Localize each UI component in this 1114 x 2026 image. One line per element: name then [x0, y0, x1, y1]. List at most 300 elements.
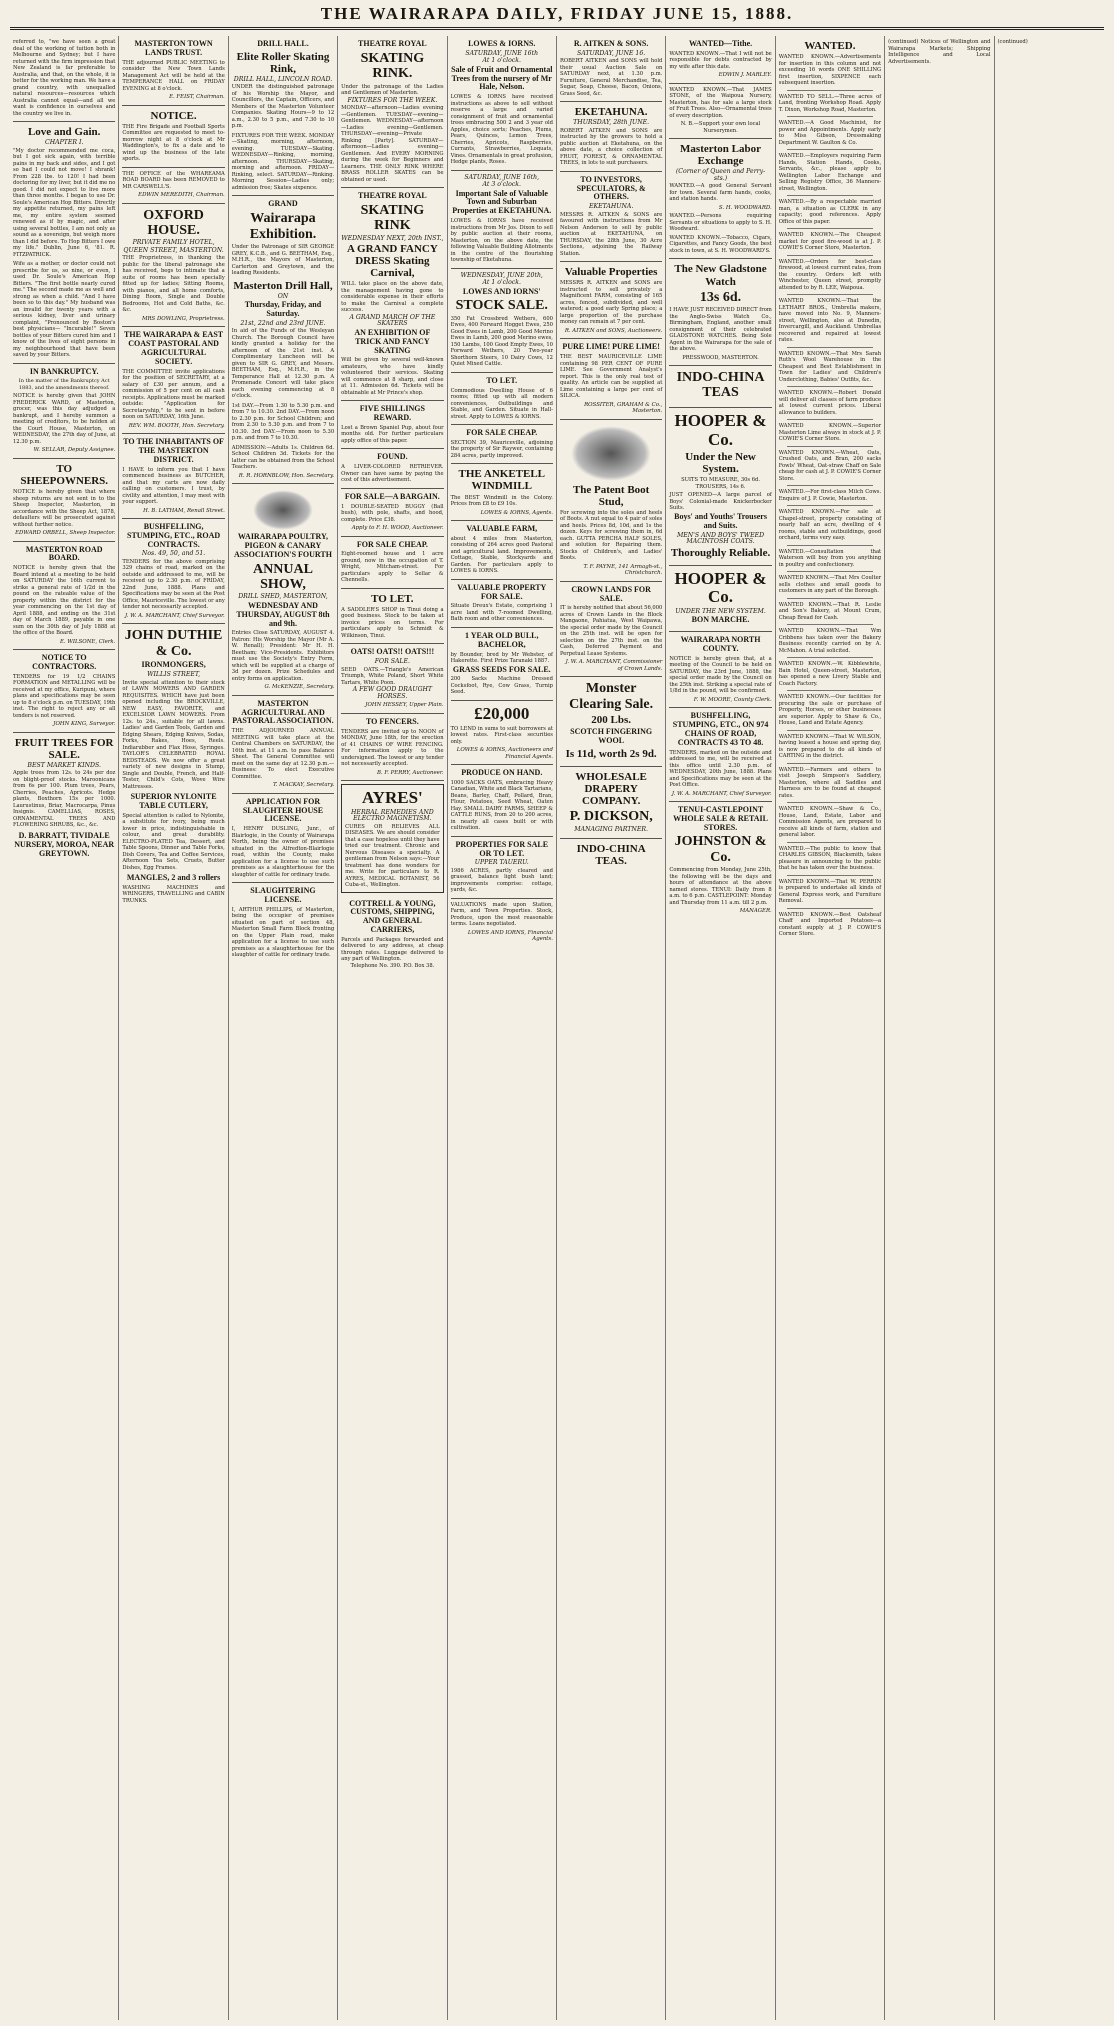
wanted-ad: WANTED KNOWN.—That W. WILSON, having leased a house and spring day, is now prepared to do all kinds of CARTING in the district. — [778, 733, 882, 760]
ad-heading: £20,000 — [474, 703, 530, 723]
notice-fire-brigade — [122, 106, 224, 168]
divider — [787, 90, 873, 91]
ad-subheading: UNDER THE NEW SYSTEM. — [675, 607, 766, 615]
divider — [787, 149, 873, 150]
ad-text: 1 DOUBLE-SEATED BUGGY (Ball bush), with pole, shafts, and hood, complete. Price £38. — [341, 503, 444, 523]
ad-subheading: PRIVATE FAMILY HOTEL, — [132, 239, 215, 247]
ad-heading: WANTED—Tithe. — [688, 39, 753, 48]
notice-heading: SLAUGHTERING LICENSE. — [250, 886, 316, 904]
notice-text: THE OFFICE of the WHAREAMA ROAD BOARD has been REMOVED to MR CARSWELL'S. — [122, 170, 225, 190]
ad-signature: S. H. WOODWARD. — [718, 204, 772, 211]
ad-dates: 21st, 22nd and 23rd JUNE. — [240, 319, 326, 327]
ad-text: A SADDLER'S SHOP in Tinui doing a good business. Stock to be taken at invoice prices on terms. For particulars apply to Schmidt & Wilkinson, Tinui. — [341, 606, 444, 639]
article-heading: Love and Gain. — [27, 126, 101, 138]
ad-heading: AYRES' — [361, 788, 423, 807]
ad-text: Under the Patronage of SIR GEORGE GREY, K.C.B., and G. BEETHAM, Esq., M.H.R., the Mayors of Masterton, Carterton and Greytown, and the leading Residents. — [231, 244, 335, 277]
divider — [787, 842, 873, 843]
notice-text: I, ARTHUR PHILLIPS, of Masterton, being the occupier of premises situated on part of section 48, Masterton Small Farm Block fronting on the Upper Plain road, make application for a license to use such premises as a slaughterhouse for the slaughter of cattle for ordinary trade. — [231, 906, 335, 959]
notice-text: THE ADJOURNED ANNUAL MEETING will take place at the Central Chambers on SATURDAY, the 16th inst. at 11 a.m. to pass Balance Sheet. The General Committee will meet on the same day at 12.30 p.m.—Business: To elect Executive Committee. — [231, 728, 335, 780]
notice-heading: FIVE SHILLINGS REWARD. — [359, 404, 425, 423]
notice-heading: APPLICATION FOR SLAUGHTER HOUSE LICENSE. — [242, 796, 324, 824]
ad-subheading: FOR SALE. — [374, 658, 411, 666]
ad-cottrell-young — [341, 896, 443, 974]
divider — [787, 446, 873, 447]
ad-manager-title: MANAGING PARTNER. — [574, 825, 648, 833]
notice-signature: H. B. LATHAM, Renall Street. — [143, 507, 225, 514]
ad-labor-exchange — [669, 139, 771, 259]
ad-signature: LOWES AND IORNS, Financial Agents. — [467, 929, 553, 943]
ad-text: SECTION 39, Mauriceville, adjoining the property of Sir Raywer, containing 284 acres, partly improved. — [450, 439, 553, 459]
ad-text: about 4 miles from Masterton, consisting of 264 acres good Pastoral and agricultural land. Improvements, Cottage, Stable, Stockyards and Garden. For particulars apply to LOWES & IORNS. — [450, 535, 553, 575]
notice-slaughtering-license — [232, 883, 334, 963]
ad-heading: FOR SALE CHEAP. — [466, 428, 538, 438]
ad-subheading-2: WILLIS STREET, — [147, 671, 201, 679]
ad-text-2: Will be given by several well-known amateurs, who have kindly volunteered their services. Skating will commence at 8 sharp, and close at 11. Admission 6d. Tickets will be obtainable at Mr Prince's shop. — [341, 357, 444, 396]
ad-subheading-4: MANGLES, 2 and 3 rollers — [126, 873, 221, 883]
ad-text-3: WANTED KNOWN.—Tobacco, Cigars, Cigarettes, and Fancy Goods, the best stock in town, at S. H. WOODWARD'S. — [669, 234, 772, 254]
divider — [787, 763, 873, 764]
ad-text: VALUATIONS made upon Station, Farm, and Town Properties. Stock, Produce, upon the most reasonable terms. Loans negotiated. — [450, 901, 553, 928]
divider — [787, 598, 873, 599]
ad-signature: R. R. HORNBLOW, Hon. Secretary. — [238, 472, 335, 479]
ad-johnston — [669, 802, 771, 919]
ad-heading: FRUIT TREES FOR SALE. — [14, 736, 114, 761]
notice-heading: TO THE INHABITANTS OF THE MASTERTON DISTRICT. — [123, 437, 224, 464]
ad-text: WANTED KNOWN.—That JAMES STONE, of the Waipoua Nursery, Masterton, has for sale a large stock of Fruit Trees. Also—Ornamental trees of every description. — [669, 86, 772, 119]
article-1 — [13, 36, 115, 122]
column-5 — [448, 36, 557, 2020]
ad-date: WEDNESDAY NEXT, 20th INST., — [341, 234, 444, 242]
ad-house-sale — [341, 537, 443, 589]
ad-subheading: JOHNSTON & Co. — [674, 834, 767, 865]
ad-heading: DRILL HALL. — [257, 39, 309, 48]
ad-heading: Valuable Properties — [564, 266, 658, 279]
divider — [787, 545, 873, 546]
ad-subheading: GRASS SEEDS FOR SALE. — [452, 664, 551, 674]
ad-subheading: SKATING RINK. — [360, 50, 425, 82]
divider — [787, 419, 873, 420]
ad-subheading: IRONMONGERS, — [141, 660, 206, 670]
ad-subheading-3: MEN'S AND BOYS' TWEED MACINTOSH COATS. — [676, 531, 765, 545]
ad-signature: LOWES & IORNS, Agents. — [480, 509, 553, 516]
ad-heading: GRAND — [268, 199, 298, 209]
ad-properties — [451, 837, 553, 899]
notice-text: THE Fire Brigade and Football Sports Committee are requested to meet to-morrow night at 8 o'clock at Mr Waddington's, to fix a date and to wind up the business of the late sports. — [122, 123, 225, 163]
ad-loans — [451, 701, 553, 765]
ad-heading: The Patent Boot Stud, — [572, 483, 650, 508]
ad-heading: LOWES & IORNS. — [468, 39, 536, 48]
wanted-ad: WANTED KNOWN.—Advertisements for insertion in this column and not exceeding 16 words ONE SHILLING first insertion, SIXPENCE each subsequent insertion. — [778, 54, 882, 87]
notice-body: NOTICE is hereby given that JOHN FREDERICK WARD, of Masterton, grocer, was this day adjudged a bankrupt, and I hereby summon a meeting of creditors, to be holden at the Court House, Masterton, on WEDNESDAY, the 27th day of June, at 12.30 p.m. — [13, 393, 116, 445]
notice-sheepowners — [13, 459, 115, 542]
newspaper-columns — [10, 36, 1104, 2020]
divider — [787, 505, 873, 506]
ad-oxford-house — [122, 204, 224, 328]
notice-signature: T. MACKAY, Secretary. — [272, 782, 335, 789]
ad-text: MESSRS R. AITKEN and SONS are instructed to sell privately a Magnificent FARM, consisting of 165 acres, fenced, subdivided, and well watered; a good early Spring place; a large proportion of the purchase money can remain at 7 per cent. — [559, 280, 663, 326]
notice-contractors — [13, 650, 115, 733]
ad-date: SATURDAY, JUNE 16th — [465, 49, 539, 57]
ad-heading: WAIRARAPA POULTRY, PIGEON & CANARY ASSOCIATION'S FOURTH — [233, 532, 332, 559]
ad-pure-lime — [560, 339, 662, 419]
ad-subheading: Sale of Fruit and Ornamental Trees from the nursery of Mr Hale, Nelson. — [451, 64, 553, 92]
notice-bankruptcy — [13, 364, 115, 459]
wanted-ad: WANTED KNOWN.—That R. Leslie and Son's Bakery, at Mount Crum, Cheap Bread for Cash. — [778, 601, 882, 621]
ad-heading: PROPERTIES FOR SALE OR TO LET. — [455, 839, 549, 858]
wanted-ad: WANTED KNOWN.—That the LETHART BROS., Umbrella makers, have moved into No. 9, Manners-street, Wellington, also at Dunedin, Invercargill, and Auckland. Umbrellas recovered and repaired at lowest rates. — [778, 298, 882, 344]
ad-signature: JOHN HESSEY, Upper Plain. — [365, 702, 444, 709]
article-text: referred to, "we have seen a great deal of the working of tuition both in Melbourne and Sydney; but I have returned with the firm impression that New Zealand is far preferable to Australia, and that, on the whole, it is better for the working man. We have a grand country, with unequalled natural resources—resources which Australia cannot equal—and all we want is confidence in ourselves and the country we live in. — [13, 39, 116, 117]
column-2 — [119, 36, 228, 2020]
continuation-text — [998, 36, 1101, 50]
ad-note: N. B.—Support your own local Nurserymen. — [680, 121, 761, 134]
wanted-ad: WANTED KNOWN.—Shaw & Co., House, Land, Estate, Labor and Commission Agents, are prepared to receive all kinds of farm, station and general labor. — [778, 806, 882, 839]
ad-date: WEDNESDAY, JUNE 20th, — [460, 271, 543, 279]
ad-text: WANTED KNOWN.—That I will not be responsible for debts contracted by my wife after this date. — [669, 50, 772, 70]
ad-signature: G. McKENZIE, Secretary. — [264, 684, 335, 691]
ad-buggy — [341, 489, 443, 537]
ad-march: A GRAND MARCH OF THE SKATERS — [349, 313, 436, 328]
notice-text: TENDERS for 19 1/2 CHAINS FORMATION and METALLING will be received at my office, Kuripuni, where plans and specifications may be seen up to 8 o'clock p.m. on TUESDAY, 19th inst. The right to reject any or all tenders is not reserved. — [13, 673, 116, 719]
notice-signature: EDWARD ORBELL, Sheep Inspector. — [15, 530, 116, 537]
column-7 — [666, 36, 775, 2020]
ad-clearing-sale — [560, 677, 662, 767]
ad-valuable-property — [451, 580, 553, 628]
notice-heading: THE WAIRARAPA & EAST COAST PASTORAL AND AGRICULTURAL SOCIETY. — [124, 330, 224, 366]
ad-text: ROBERT AITKEN and SONS will hold their usual Auction Sale on SATURDAY next, at 1.30 p.m. Furniture, General Merchandise, Tea, Sugar, Soap, Cheese, Bacon, Onions, Grass Seed, &c. — [559, 58, 663, 97]
notice-signature: J. W. A. MARCHANT, Commissioner of Crown Lands. — [565, 659, 663, 672]
notice-heading: WAIRARAPA NORTH COUNTY. — [680, 635, 761, 654]
notice-text: NOTICE is hereby given that, at a meeting of the Council to be held on SATURDAY, the 23rd June, 1888, the special order made by the Council on the 25th inst. Striking a special rate of 1/8d in the pound, will be confirmed. — [669, 655, 772, 695]
ad-poultry-show — [232, 484, 334, 696]
ad-section-sale — [451, 425, 553, 464]
ad-subheading-3: SUPERIOR NYLONITE TABLE CUTLERY, — [130, 792, 217, 810]
divider — [787, 802, 873, 803]
notice-road-board — [13, 542, 115, 651]
notice-text: NOTICE is hereby given that where sheep returns are not sent in to the Sheep Inspector, Masterton, in accordance with the Sheep Act, 1878, defaulters will be prosecuted against without further notice. — [13, 489, 116, 528]
ad-exhibition: AN EXHIBITION OF TRICK AND FANCY SKATING — [354, 327, 431, 355]
ad-text: LOWES & IORNS have received instructions from Mr Jos. Dixon to sell by public auction at their rooms, Masterton, on the above date, the following Valuable Building Allotments in the centre of the flourishing township of Eketahuna. — [450, 218, 553, 264]
notice-text: I HAVE to inform you that I have commenced business as BUTCHER, and that my carts are now daily calling on customers. I trust, by civility and attention, I may meet with your support. — [122, 466, 225, 506]
ad-nursery — [669, 84, 771, 140]
ad-text: THE Proprietress, in thanking the public for the liberal patronage she has received, begs to intimate that a suite of rooms has been specially fitted up for ladies; Sitting Rooms, with pianos, and all home comforts, Dining Room, Single and Double Bedrooms, Hot and Cold Baths, &c. &c. — [122, 255, 225, 314]
article-text-2: Wife as a mother, or doctor could not prescribe for us, so nine, or even, I used Dr. Soule's American Hop Bitters. "The first bottle nearly cured me." The second made me as well and strong as when a child. "And I have been so to this day." My husband was an invalid for twenty years with a serious kidney, liver and urinary complaint, "Pronounced by Boston's best physicians— "Incurable!" Seven bottles of your Bitters cured him and I know of the lives of eight persons in my neighbourhood that have been saved by your Bitters. — [13, 261, 116, 359]
wanted-ad: WANTED.—A Good Machinist, for power and Appointments. Apply early to Miss Gibson, Dressmaking Department W. Gaulton & Co. — [778, 120, 882, 146]
ad-heading: COTTRELL & YOUNG, CUSTOMS, SHIPPING, AND GENERAL CARRIERS, — [349, 898, 436, 935]
section-heading: WANTED. — [804, 40, 856, 52]
ad-theatre-rink — [341, 36, 443, 188]
ad-time: At 3 o'clock. — [482, 181, 521, 189]
ad-heading: WHOLESALE DRAPERY COMPANY. — [575, 771, 647, 808]
ad-text: TO LEND in sums to suit borrowers at lowest rates. First-class securities only. — [450, 725, 553, 745]
ad-produce — [451, 765, 553, 837]
notice-county — [669, 632, 771, 708]
ad-indo-china-teas-banner — [669, 366, 771, 408]
notice-found — [341, 449, 443, 488]
ad-investors — [560, 172, 662, 262]
notice-text: TENDERS, marked on the outside and addressed to me, will be received at this office until 2.30 p.m. of WEDNESDAY, 20th June, 1888. Plans and Specifications may be seen at the Post Office. — [669, 749, 772, 789]
column-8 — [776, 36, 885, 2020]
ad-subheading-4: Thoroughly Reliable. — [670, 546, 771, 559]
notice-butcher — [122, 434, 224, 519]
ad-date: SATURDAY, JUNE 16. — [577, 49, 646, 57]
ad-text: 350 Fat Crossbred Wethers, 600 Ewes, 400 Forward Hogget Ewes, 250 Good Ewes in Lamb, 200 Good Merino Ewes in Lamb, 200 good Merino ewes, 150 Lambs, 100 Good Empty Ewes, 10 Forward Wethers, 20 Two-year Shorthorn Steers, 10 Dairy Cows, 12 Quiet Mixed Cattle. — [450, 315, 553, 368]
ad-hooper-2 — [669, 566, 771, 633]
divider — [787, 294, 873, 295]
wanted-ad: WANTED KNOWN.—Best Oatsheaf Chaff and Imported Potatoes—a constant supply at J. P. COWIE'S Corner Store. — [778, 911, 882, 938]
notice-text: I, HENRY DUSLING, Junr., of Blairlogie, in the County of Wairarapa North, being the owner of premises situated in the Alfredton-Blairlogie road, within the County, make application for a license to use such premises as a slaughterhouse for the slaughter of cattle for ordinary trade. — [231, 826, 335, 878]
ad-subheading-2: BON MARCHE. — [691, 615, 750, 625]
ad-saddler — [341, 589, 443, 645]
notice-heading: MASTERTON ROAD BOARD. — [25, 544, 103, 563]
ad-signature: PRESSWOOD, MASTERTON. — [682, 354, 759, 361]
ad-text: by Bounder, bred by Mr Webster, of Hakerette. First Prize Taranaki 1887. — [450, 651, 553, 665]
divider — [787, 386, 873, 387]
wanted-ad: WANTED KNOWN.—Superior Masterton Lime always in stock at J. P. COWIE'S Corner Store. — [778, 423, 882, 443]
ad-text: JUST OPENED—A large parcel of Boys' Colonial-made Knickerbocker Suits. — [669, 492, 772, 512]
wanted-ad: WANTED.—Employers requiring Farm Hands, Station Hands, Cooks, Servants, &c., please apply to Wellington Labor Exchange and Selling Registry Office, 36 Manners-street, Wellington. — [778, 153, 882, 192]
ad-signature: Telephone No. 390. P.O. Box 38. — [350, 962, 435, 969]
ad-text: 1986 ACRES, partly cleared and grassed, balance light bush land; improvements comprise: cottage, yards, &c. — [450, 867, 553, 894]
wanted-ad: WANTED.—Farmers and others to visit Joseph Simpson's Saddlery, Masterton, where all Saddles and Harness are to be found at cheapest rates. — [778, 766, 882, 799]
ad-subheading: UPPER TAUERU. — [474, 859, 529, 867]
ad-text: UNDER the distinguished patronage of his Worship the Mayor, and Councillors, the Captain, Officers, and Members of the Masterton Volunteer Companies. Skating Hours—9 to 12 a.m., 2.30 to 5 p.m., and 7.30 to 10 p.m. — [231, 84, 335, 130]
notice-heading: IN BANKRUPTCY. — [29, 366, 99, 376]
wanted-ad: WANTED KNOWN.—That Mrs Coulter sells clothes and small goods to customers in any part of the Borough. — [778, 575, 882, 595]
notice-text: Lost a Brown Spaniel Pup, about four months old. For further particulars apply office of this paper. — [341, 424, 444, 444]
ad-date: SATURDAY, JUNE 16th, — [464, 173, 540, 181]
boot-stud-illustration — [571, 426, 651, 481]
notice-text: THE adjourned PUBLIC MEETING to consider the New Town Lands Management Act will be held at the TEMPERANCE HALL on FRIDAY EVENING at 8 o'clock. — [122, 59, 225, 92]
article-text: "My doctor recommended me coca, but I got sick again, with terrible pains in my back and sides, and I got so bad I could not move! I shrank! From 228 lbs. to 120! I had been doctoring for my liver, but it did me no good. I did not expect to live more than three months. I began to use Dr. Soule's American Hop Bitters. Directly my appetite returned, my pains left me, my entire system seemed renewed as if by magic, and after using several bottles, I am not only as sound as a sovereign, but weigh more than I did before. To Hop Bitters I owe my life." Dublin, June 6, '81. R. FITZPATRICK. — [13, 147, 116, 258]
ad-subheading: BEST MARKET KINDS. — [27, 761, 101, 769]
notice-text: THE COMMITTEE invite applications for the position of SECRETARY, at a salary of £30 per annum, and a commission of 5 per cent on all cash receipts. Applications must be marked outside: "Application for Secretaryship," to be sent in before noon on SATURDAY, 16th June. — [122, 368, 225, 421]
notice-heading: TO FENCERS. — [365, 716, 419, 726]
ad-heading: VALUABLE PROPERTY FOR SALE. — [457, 582, 547, 601]
notice-heading: BUSHFELLING, STUMPING, ETC., ROAD CONTRACTS. — [127, 522, 221, 549]
ad-oats — [341, 644, 443, 713]
ad-subheading: Important Sale of Valuable Town and Suburban Properties at EKETAHUNA. — [452, 188, 552, 216]
ad-subheading: Under the New System. — [685, 451, 756, 476]
ad-subheading-3: WEDNESDAY AND THURSDAY, AUGUST 8th and 9th. — [236, 600, 330, 628]
column-3 — [229, 36, 338, 2020]
ad-price: 13s 6d. — [699, 289, 742, 305]
ad-signature: D. BARRATT, TIVIDALE NURSERY, MOROA, NEAR GREYTOWN. — [14, 830, 115, 858]
ad-text: Apple trees from 12s. to 24s per doz on blight-proof stocks. Maroonicans from 6s per 100. Plum trees, Pears, Cherries, Peaches, Apricots. Hedge plants, Boxthorn 15s per 1000. Laurustinus, Briar, Macrocarpa, Pinus Insignis. CAMELLIAS, ROSES, ORNAMENTAL TREES AND FLOWERING SHRUBS, &c., &c. — [13, 770, 116, 829]
notice-signature: E. FEIST, Chairman. — [169, 94, 225, 101]
masthead — [0, 0, 1114, 30]
ad-text: The BEST Windmill in the Colony. Prices from £8 to £9 10s. — [450, 494, 553, 508]
ad-subheading-2: DRILL SHED, MASTERTON, — [238, 593, 328, 601]
ad-text: For screwing into the soles and heels of Boots. A nut equal to 4 pair of soles and heels. Prices 8d, 10d, and 1s the dozen. Keys for screwing them in, 6d each. GUTTA PERCHA HALF SOLES, and solution for Repairing them. Stocks of Children's, and Ladies' Boots. — [559, 509, 663, 562]
divider — [787, 908, 873, 909]
divider — [787, 116, 873, 117]
ad-text: THE BEST MAURICEVILLE LIME containing 98 PER CENT OF PURE LIME. See Government Analyst's report. This is the only real test of quality. An article can be supplied at Lime containing a large per cent of SILICA. — [559, 354, 663, 400]
ad-event: A GRAND FANCY DRESS Skating Carnival, — [346, 243, 438, 280]
notice-text: NOTICE is hereby given that the Board intend at a meeting to be held on SATURDAY the 16th current to strike a general rate of 1/2d in the pound on the rateable value of the property within the district for the year commencing on the 1st day of April 1888, and ending on the 31st day of March 1889, payable in one sum on the 30th day of July 1888 at the office of the Board. — [13, 565, 116, 637]
ad-text: Eight-roomed house and 1 acre ground, now in the occupation of T. Wright, Mitcham-street. For particulars apply to Sellar & Chennells. — [341, 551, 444, 584]
ad-heading: FOR SALE CHEAP. — [356, 539, 428, 549]
ad-gladstone-watch — [669, 259, 771, 366]
notice-signature: W. SELLAR, Deputy Assignee. — [33, 447, 116, 454]
ad-heading: TO INVESTORS, SPECULATORS, & OTHERS. — [576, 174, 646, 202]
wanted-ad: WANTED KNOWN.—Robert Donald will deliver all classes of farm produce at lowest current prices. Liberal allowance to builders. — [778, 390, 882, 416]
ad-drill-hall — [232, 36, 334, 196]
wanted-section — [779, 36, 881, 942]
ad-text: ROBERT AITKEN and SONS are instructed by the growers to hold a public auction at Eketahuna, on the above date, a choice collection of FRUIT, FOREST, & ORNAMENTAL TREES, in lots to suit purchasers. — [559, 127, 663, 167]
ad-text: Parcels and Packages forwarded and delivered to any address, at cheap through rates. Luggage delivered to any part of Wellington. — [341, 936, 444, 963]
wanted-ad: WANTED KNOWN.—Our facilities for procuring the sale or purchase of Property, Horses, or other businesses are superior. Apply to Shaw & Co., House, Land and Estate Agency. — [778, 694, 882, 727]
ad-date: THURSDAY, 28th JUNE. — [573, 119, 650, 127]
ad-heading: THEATRE ROYAL — [358, 191, 427, 201]
wanted-ad: WANTED.—The public to know that CHARLES GIBSON, Blacksmith, takes pleasure in announcing to the public that he has taken over the business. — [778, 845, 882, 872]
ad-signature: T. F. PAYNE, 141 Armagh-st., Christchurch. — [583, 563, 663, 577]
ad-wanted-tithe — [669, 36, 771, 84]
ad-time: At 1 o'clock. — [482, 57, 521, 65]
notice-crown-lands — [560, 582, 662, 678]
notice-text: In the matter of the Bankruptcy Act 1883, and the amendments thereof. — [18, 378, 110, 391]
ad-heading: EKETAHUNA. — [574, 106, 648, 119]
ad-heading: Masterton Labor Exchange — [680, 143, 762, 168]
divider — [787, 624, 873, 625]
ad-prices: SUITS TO MEASURE, 30s 6d. TROUSERS, 14s 6. — [681, 477, 761, 490]
wanted-ad: WANTED.—By a respectable married man, a situation as CLERK in any capacity; good references. Apply Office of this paper. — [778, 199, 882, 225]
ad-heading: THEATRE ROYAL — [358, 39, 427, 48]
ad-text-2: In aid of the Funds of the Wesleyan Church. The Borough Council have kindly granted a holiday for the afternoon of the 21st inst. A Complimentary Luncheon will be given to SIR G. GREY, and Messrs. BEETHAM, Esq., M.H.R., in the Temperance Hall at 12.30 p.m. A Promenade Concert will take place each evening commencing at 8 o'clock. — [231, 328, 335, 400]
notice-heading: NOTICE. — [150, 109, 197, 122]
divider — [787, 730, 873, 731]
wanted-ad: WANTED.—Orders for best-class firewood, at lowest current rates, from the country. Orders left with Winchester, Queen street, promptly attended to by R. LEE, Waipoua. — [778, 258, 882, 291]
divider — [787, 255, 873, 256]
ad-bull — [451, 628, 553, 701]
ad-text: WILL take place on the above date, the management having gone to considerable expense in their efforts to make the Carnival a complete success. — [341, 281, 444, 314]
rooster-illustration — [253, 490, 313, 530]
ad-text: Commencing from Monday, June 25th, the following will be the days and hours of attendance at the above named stores. TENUI: Daily from 8 a.m. to 6 p.m. CASTLEPOINT: Monday and Thursday from 11 a.m. till 2 p.m. — [669, 867, 772, 906]
notice-signature: JOHN KING, Surveyor. — [53, 721, 116, 728]
divider — [787, 657, 873, 658]
notice-heading: TO SHEEPOWNERS. — [20, 462, 109, 487]
ad-text-2: FIXTURES FOR THE WEEK. MONDAY—Skating, morning, afternoon, evening. TUESDAY—Skating. WEDNESDAY—Rinking, morning, afternoon. THURSDAY—Skating, morning and afternoon. FRIDAY—Rinking, select. SATURDAY—Rinking. Morning Session—Ladies only; admission free; Skates sixpence. — [231, 132, 335, 191]
ad-heading: R. AITKEN & SONS. — [573, 39, 649, 48]
ad-subheading: HERBAL REMEDIES AND ELECTRO MAGNETISM. — [351, 808, 434, 823]
divider — [787, 228, 873, 229]
divider — [787, 875, 873, 876]
wanted-ad: WANTED KNOWN.—Wheat, Oats, Crushed Oats, and Bran, 200 sacks Fowls' Wheat, Oat-straw Chaff on Sale cheap for cash at J. P. COWIE'S Corner Store. — [778, 449, 882, 482]
article-subheading: CHAPTER I. — [44, 139, 84, 147]
ad-heading: OATS! OATS!! OATS!!! — [350, 647, 435, 657]
wanted-ad: WANTED KNOWN.—W. Kibblewhite, Bain Hotel, Queen-street, Masterton, has opened a new Livery Stable and Coach Factory. — [778, 661, 882, 687]
ad-indo-china-teas — [560, 839, 662, 873]
ad-subheading: SKATING RINK — [360, 202, 425, 234]
ad-signature: Apply to F. H. WOOD, Auctioneer. — [351, 525, 444, 532]
wanted-ad: WANTED KNOWN.—That Wm Cribbens has taken over the Bakery Business recently carried on by A. McMahon. A trial solicited. — [778, 628, 882, 654]
wanted-ad: WANTED.—For first-class Milch Cows. Enquire of J. P. Cowie, Masterton. — [778, 489, 882, 502]
ad-hooper-1 — [669, 408, 771, 566]
ad-signature: LOWES & IORNS, Auctioneers and Financial Agents. — [456, 747, 553, 760]
notice-heading: MASTERTON TOWN LANDS TRUST. — [134, 39, 213, 57]
ad-text: Situate Dreux's Estate, comprising 1 acre land with 7-roomed Dwelling, Bath room and other conveniences. — [450, 603, 553, 623]
notice-pastoral-society — [122, 327, 224, 434]
ad-subheading: EKETAHUNA. — [588, 203, 634, 211]
ad-heading: VALUABLE FARM, — [466, 524, 538, 534]
notice-heading: CROWN LANDS FOR SALE. — [571, 584, 651, 603]
ad-fruit-trees — [13, 733, 115, 865]
ad-signature: MANAGER. — [739, 908, 772, 915]
notice-slaughter-license — [232, 794, 334, 883]
ad-signature: R. AITKEN and SONS, Auctioneers. — [564, 327, 663, 334]
ad-time: At 1 o'clock. — [482, 279, 521, 287]
ad-stock-sale — [451, 269, 553, 373]
ad-heading: Monster Clearing Sale. — [569, 681, 654, 712]
notice-signature: E. WILSONE, Clerk. — [59, 638, 116, 645]
ad-subheading-2: FIXTURES FOR THE WEEK. — [347, 96, 438, 104]
wanted-ad: WANTED TO SELL.—Three acres of Land, fronting Workshop Road. Apply T. Dixon, Workshop Road, Masterton. — [778, 93, 882, 113]
ad-signature: MRS DOWLING, Proprietress. — [141, 315, 225, 322]
divider — [787, 347, 873, 348]
ad-heading: HOOPER & Co. — [674, 410, 767, 449]
notice-heading: NOTICE TO CONTRACTORS. — [32, 653, 97, 671]
wanted-ad: WANTED KNOWN.—For sale at Chapel-street, property consisting of nearly half an acre, dwelling of 4 rooms, stable and outbuildings, good orchard, terms very easy. — [778, 509, 882, 542]
ad-heading: TO LET. — [486, 375, 518, 385]
divider — [787, 485, 873, 486]
ad-text: Entries Close SATURDAY, AUGUST 4. Patron: His Worship the Mayor (Mr A. W. Renall); President: Mr H. H. Beetham; Vice-Presidents. Exhibitors must use the Society's Entry Form, which will be supplied at a charge of 3d per dozen. Prize Schedules and entry forms on application. — [231, 630, 335, 682]
notice-fencers — [341, 714, 443, 781]
ad-windmill — [451, 464, 553, 521]
column-6 — [557, 36, 666, 2020]
ad-heading: FOR SALE—A BARGAIN. — [344, 491, 440, 501]
ad-heading: HOOPER & Co. — [674, 568, 767, 607]
ad-subheading: Wairarapa Exhibition. — [249, 211, 317, 242]
notice-text: TENDERS for the above comprising 329 chains of road, marked on the outside and addressed to me, will be received up to 2.30 p.m. of FRIDAY, 22nd June, 1888. Plans and Specifications may be seen at the Post Office, Mauriceville. The lowest or any tender not necessarily accepted. — [122, 558, 225, 611]
ad-text: CURES OR RELIEVES ALL DISEASES. We are should consider that a case hopeless until they have tried our treatment. Chronic and Nervous Diseases a specialty. A gentleman from Nelson says:—Your treatment has done wonders for me. Write for particulars to R. AYRES, MEDICAL BOTANIST, 56 Cuba-st., Wellington. — [345, 823, 440, 889]
ad-text-3: 1st DAY.—From 1.30 to 5.30 p.m. and from 7 to 10.30. 2nd DAY.—From noon to 2.30 p.m. for School Children; and from 2.30 to 5.30 p.m. and from 7 to 10.30. 3rd DAY.—From noon to 5.30 p.m. and from 7 to 10.30. — [231, 402, 335, 442]
ad-subheading: ANNUAL SHOW, — [253, 561, 313, 593]
ad-venue: Masterton Drill Hall, — [233, 279, 333, 292]
ad-subheading-2: Boys' and Youths' Trousers and Suits. — [674, 511, 767, 530]
wanted-ad: WANTED KNOWN.—That W. PERRIN is prepared to undertake all kinds of General Express work, and Furniture Removal. — [778, 878, 882, 905]
continuation-text — [888, 36, 990, 69]
ad-carnival — [341, 188, 443, 401]
notice-heading: BUSHFELLING, STUMPING, ETC., ON 974 CHAINS OF ROAD, CONTRACTS 43 TO 48. — [672, 711, 769, 747]
notice-text: IT is hereby notified that about 56,000 acres of Crown Lands in the Block Mangaone, Pahiatua, West Waipawa, the special order made by the Council on the 25th inst. will be open for selection on the 27th inst. on the Cash, Deferred Payment and Perpetual Lease Systems. — [559, 605, 663, 657]
newspaper-title: THE WAIRARAPA DAILY, FRIDAY JUNE 15, 1888. — [320, 4, 794, 23]
ad-text: Invite special attention to their stock of LAWN MOWERS AND GARDEN REQUISITES. WHICH have just been opened including the BROCKVILLE, NEW EASY, FAVORITE, and EXCELSIOR LAWN MOWERS. From 12s. to 24s., suitable for all lawns. Ladies' and Garden Tools, Garden and Edging Shears, Edging Knives, Sodas, Forks, Rakes, Hoes, Reels. Indiarubber and Flax Hose, Syringes. TAYLOR'S CELEBRATED ROYAL BEDSTEADS. We now offer a great variety of new designs in Stump, Single and Double, French, and Half-Tester, Child's Cots, Wove Wire Mattresses. — [122, 679, 225, 790]
notice-heading: MASTERTON AGRICULTURAL AND PASTORAL ASSOCIATION. — [232, 698, 334, 726]
ad-text: LOWES & IORNS have received instructions as above to sell without reserve a large and varied consignment of fruit and ornamental trees embracing 500 2 and 3 year old Apples, choice sorts; Peaches, Plums, Pears, Quinces, Lemon Trees, Cherries, Apricots, Raspberries, Currants, Strawberries, Loquats, Vines. Ornamentals in great profusion, Hedge plants, Roses. — [450, 94, 553, 166]
continuation-body: (continued) — [997, 39, 1028, 45]
ad-text: Under the patronage of the Ladies and Gentlemen of Masterton. — [341, 83, 444, 97]
ad-valuable-properties — [560, 262, 662, 339]
ad-subheading-2: A FEW GOOD DRAUGHT HORSES. — [352, 686, 433, 700]
ad-subheading: LOWES AND IORNS' — [462, 286, 541, 296]
notice-signature: J. W. A. MARCHANT, Chief Surveyor. — [124, 612, 225, 619]
column-9 — [885, 36, 994, 2020]
ad-days: Thursday, Friday, and Saturday. — [244, 300, 322, 318]
ad-fruit-sale — [451, 36, 553, 171]
notice-heading: FOUND. — [377, 452, 408, 462]
ad-manager: P. DICKSON, — [569, 809, 653, 825]
ad-heading: 1 YEAR OLD BULL, BACHELOR, — [465, 630, 539, 649]
notice-bushfelling-2 — [669, 708, 771, 802]
ad-heading: TO LET. — [371, 592, 414, 605]
ad-heading: OXFORD HOUSE. — [143, 207, 204, 239]
notice-signature: EDWIN MEREDITH, Chairman. — [138, 192, 225, 199]
ad-text-2: MONDAY—afternoon—Ladies evening—Gentlemen. TUESDAY—evening—Gentlemen. WEDNESDAY—afternoon—Ladies evening—Gentlemen. THURSDAY—evening—Private Rinking [Party]. SATURDAY—afternoon—Ladies evening—Gentlemen. And EVERY MORNING during the week for Beginners and Learners. THE ONLY RINK WHERE BRASS ROLLER SKATES can be obtained or used. — [341, 105, 444, 183]
notice-text: TENDERS are invited up to NOON of MONDAY, June 18th, for the erection of 41 CHAINS OF WIRE FENCING. For information apply to the undersigned. The lowest or any tender not necessarily accepted. — [341, 728, 444, 767]
ad-john-duthie — [122, 624, 224, 908]
ad-signature: EDWIN J. MARLEY. — [718, 72, 772, 79]
ad-text-3: WASHING MACHINES and WRINGERS, TRAVELLING and CABIN TRUNKS. — [122, 884, 225, 904]
